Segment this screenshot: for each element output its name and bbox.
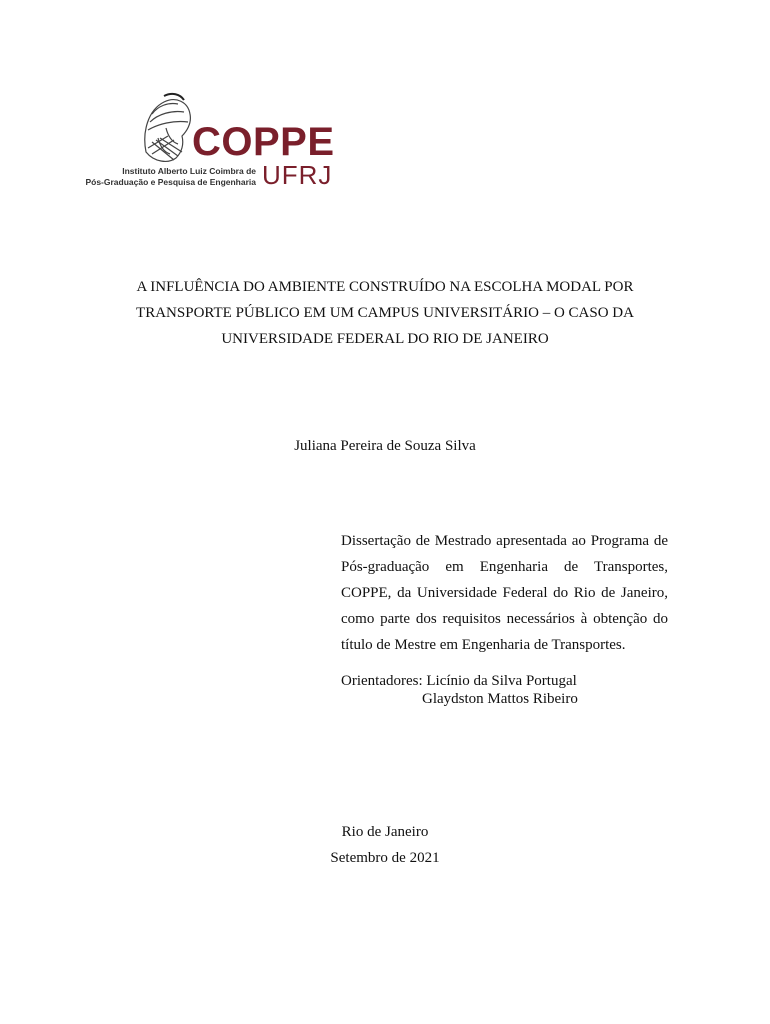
logo-institute-line-2: Pós-Graduação e Pesquisa de Engenharia (85, 177, 256, 187)
description-line: título de Mestre em Engenharia de Transportes. (341, 637, 626, 653)
date: Setembro de 2021 (330, 850, 440, 866)
advisor-primary: Orientadores: Licínio da Silva Portugal (341, 673, 577, 689)
place: Rio de Janeiro (341, 824, 429, 840)
description-line: Pós-graduação em Engenharia de Transportes, (341, 559, 668, 575)
description-line: como parte dos requisitos necessários à obtenção do (341, 611, 668, 627)
advisor-secondary: Glaydston Mattos Ribeiro (422, 691, 578, 707)
title-line: A INFLUÊNCIA DO AMBIENTE CONSTRUÍDO NA ESCOLHA MODAL POR (136, 279, 634, 295)
title-line: TRANSPORTE PÚBLICO EM UM CAMPUS UNIVERSITÁRIO – O CASO DA (136, 305, 634, 321)
description-line: COPPE, da Universidade Federal do Rio de Janeiro, (341, 585, 668, 601)
author-name: Juliana Pereira de Souza Silva (294, 438, 476, 454)
minerva-helmet-icon (138, 92, 194, 166)
logo-institute-line-1: Instituto Alberto Luiz Coimbra de (122, 166, 256, 176)
advisors (341, 672, 578, 708)
description-line: Dissertação de Mestrado apresentada ao Programa de (341, 533, 668, 549)
logo-coppe-text: COPPE (192, 120, 335, 164)
logo-ufrj-text: UFRJ (262, 160, 333, 190)
dissertation-title (90, 274, 680, 352)
coppe-ufrj-logo (85, 92, 360, 192)
title-line: UNIVERSIDADE FEDERAL DO RIO DE JANEIRO (221, 331, 549, 347)
dissertation-description (341, 528, 668, 658)
